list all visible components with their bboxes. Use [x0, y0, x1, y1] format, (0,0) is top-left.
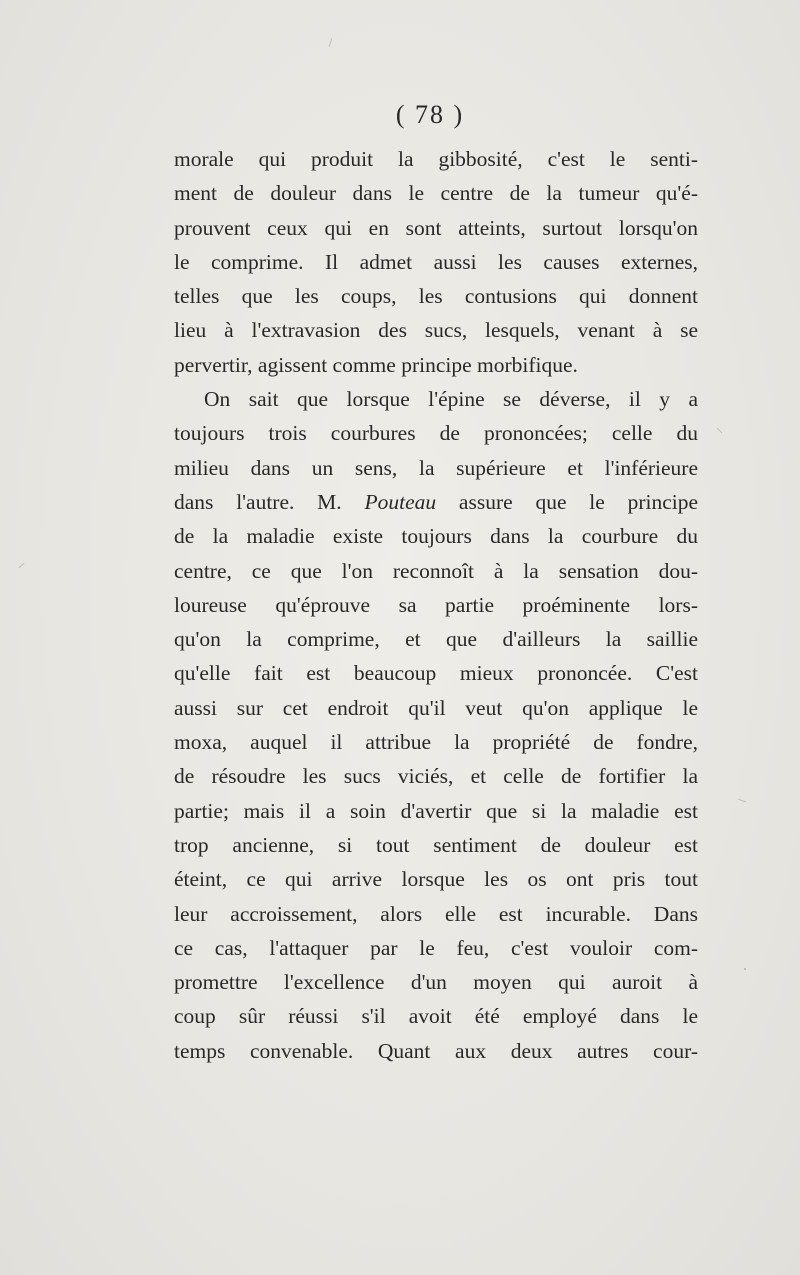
- text-line: le comprime. Il admet aussi les causes externes,: [174, 249, 698, 274]
- text-line: temps convenable. Quant aux deux autres cour-: [174, 1038, 698, 1063]
- page-number: ( 78 ): [395, 100, 465, 129]
- text-line: trop ancienne, si tout sentiment de douleur est: [174, 832, 698, 857]
- text-line: morale qui produit la gibbosité, c'est le senti-: [174, 147, 698, 171]
- text-line: On sait que lorsque l'épine se déverse, il y a: [204, 387, 698, 412]
- text-segment: assure que le principe: [458, 489, 699, 514]
- text-line: de la maladie existe toujours dans la courbure du: [174, 524, 698, 549]
- text-line-mixed: [174, 485, 698, 519]
- text-line: loureuse qu'éprouve sa partie proéminente lors-: [174, 592, 698, 617]
- author-name: Pouteau: [364, 489, 437, 514]
- text-line: aussi sur cet endroit qu'il veut qu'on applique le: [174, 695, 698, 720]
- text-line: coup sûr réussi s'il avoit été employé dans le: [174, 1004, 698, 1029]
- body-text: [174, 142, 698, 1068]
- text-line: partie; mais il a soin d'avertir que si la maladie est: [174, 798, 698, 823]
- text-line: qu'elle fait est beaucoup mieux prononcée. C'est: [174, 661, 698, 686]
- text-line: pervertir, agissent comme principe morbifique.: [174, 352, 578, 377]
- text-line: ment de douleur dans le centre de la tumeur qu'é-: [174, 181, 698, 206]
- text-line: leur accroissement, alors elle est incurable. Dans: [174, 901, 698, 926]
- text-line: promettre l'excellence d'un moyen qui auroit à: [174, 970, 698, 995]
- text-line: ce cas, l'attaquer par le feu, c'est vouloir com-: [174, 935, 698, 960]
- text-line: toujours trois courbures de prononcées; celle du: [174, 421, 698, 446]
- text-line: prouvent ceux qui en sont atteints, surtout lorsqu'on: [174, 215, 698, 240]
- text-line: milieu dans un sens, la supérieure et l'inférieure: [174, 455, 698, 480]
- text-line: centre, ce que l'on reconnoît à la sensation dou-: [174, 558, 698, 583]
- text-line: éteint, ce qui arrive lorsque les os ont pris tout: [174, 867, 698, 892]
- text-line: qu'on la comprime, et que d'ailleurs la saillie: [174, 627, 698, 652]
- text-segment: dans l'autre. M.: [174, 489, 342, 514]
- paper-mark: [744, 968, 746, 970]
- text-line: de résoudre les sucs viciés, et celle de fortifier la: [174, 764, 698, 789]
- text-line: lieu à l'extravasion des sucs, lesquels, venant à se: [174, 318, 698, 343]
- text-line: telles que les coups, les contusions qui donnent: [174, 284, 698, 309]
- text-line: moxa, auquel il attribue la propriété de fondre,: [174, 730, 698, 755]
